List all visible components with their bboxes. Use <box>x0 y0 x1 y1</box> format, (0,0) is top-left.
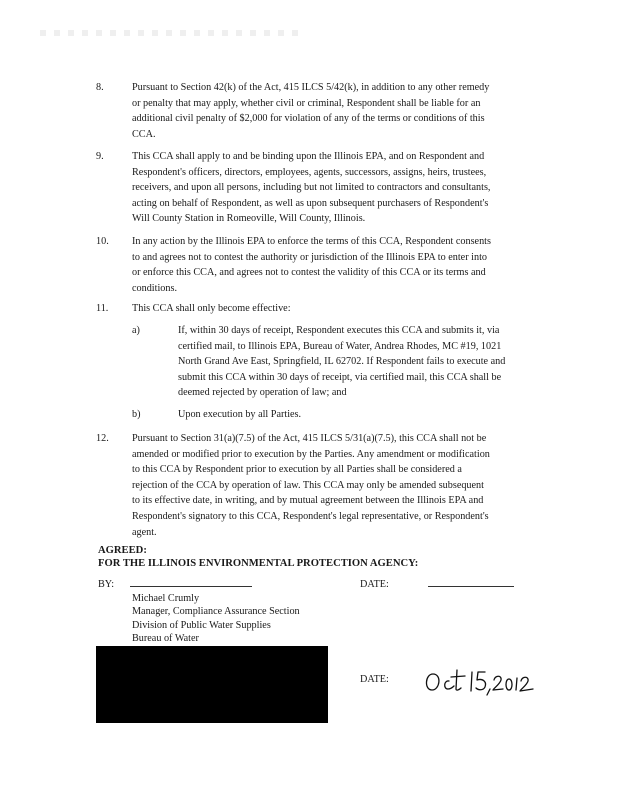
paragraph-number: 12. <box>96 433 109 444</box>
text-line: acting on behalf of Respondent, as well as upon subsequent purchasers of Respondent's <box>132 197 489 209</box>
date-line <box>428 586 514 587</box>
text-line: additional civil penalty of $2,000 for violation of any of the terms or conditions of this <box>132 113 485 125</box>
paragraph-text <box>132 234 528 296</box>
date-label-2: DATE: <box>360 674 389 685</box>
text-line: Respondent's signatory to this CCA, Respondent's legal representative, or Respondent's <box>132 510 489 522</box>
agreed-label: AGREED: <box>98 545 147 556</box>
text-line: Pursuant to Section 31(a)(7.5) of the Act, 415 ILCS 5/31(a)(7.5), this CCA shall not be <box>132 433 487 444</box>
text-line: rejection of the CCA by operation of law. This CCA may only be amended subsequent <box>132 479 484 491</box>
paragraph-number: 8. <box>96 82 104 93</box>
signatory-block <box>132 592 300 646</box>
subitem-text <box>178 323 528 401</box>
text-line: to this CCA by Respondent prior to execution by all Parties shall be considered a <box>132 464 462 476</box>
signature-line <box>130 586 252 587</box>
text-line: receivers, and upon all persons, including but not limited to contractors and consultants, <box>132 182 491 194</box>
signatory-title: Manager, Compliance Assurance Section <box>132 606 300 618</box>
text-line: conditions. <box>132 282 177 294</box>
agency-label: FOR THE ILLINOIS ENVIRONMENTAL PROTECTION AGENCY: <box>98 558 419 569</box>
text-line: CCA. <box>132 128 156 140</box>
text-line: This CCA shall only become effective: <box>132 303 291 314</box>
text-line: submit this CCA within 30 days of receipt, via certified mail, this CCA shall be <box>178 371 502 383</box>
subitem-text <box>178 407 528 423</box>
text-line: North Grand Ave East, Springfield, IL 62702. If Respondent fails to execute and <box>178 356 506 368</box>
text-line: Respondent's officers, directors, employees, agents, successors, assigns, heirs, trustees, <box>132 166 487 178</box>
paragraph-text <box>132 80 528 142</box>
text-line: Will County Station in Romeoville, Will County, Illinois. <box>132 213 366 225</box>
paragraph-number: 10. <box>96 236 109 247</box>
text-line: In any action by the Illinois EPA to enforce the terms of this CCA, Respondent consents <box>132 236 491 247</box>
text-line: or enforce this CCA, and agrees not to contest the validity of this CCA or its terms and <box>132 267 486 279</box>
signatory-division: Division of Public Water Supplies <box>132 619 271 631</box>
text-line: amended or modified prior to execution by the Parties. Any amendment or modification <box>132 448 490 460</box>
subitem-label: a) <box>132 325 140 336</box>
text-line: deemed rejected by operation of law; and <box>178 387 347 399</box>
date-label: DATE: <box>360 579 389 590</box>
by-label: BY: <box>98 579 115 590</box>
subitem-label: b) <box>132 409 141 420</box>
signatory-name: Michael Crumly <box>132 593 200 604</box>
text-line: certified mail, to Illinois EPA, Bureau of Water, Andrea Rhodes, MC #19, 1021 <box>178 340 502 352</box>
text-line: agent. <box>132 526 157 538</box>
text-line: This CCA shall apply to and be binding upon the Illinois EPA, and on Respondent and <box>132 151 485 162</box>
text-line: Upon execution by all Parties. <box>178 409 302 420</box>
text-line: to its effective date, in writing, and by mutual agreement between the Illinois EPA and <box>132 495 484 507</box>
handwritten-date <box>423 664 535 698</box>
paragraph-text <box>132 149 528 227</box>
text-line: or penalty that may apply, whether civil or criminal, Respondent shall be liable for an <box>132 97 481 109</box>
text-line: If, within 30 days of receipt, Respondent executes this CCA and submits it, via <box>178 325 500 336</box>
paragraph-number: 11. <box>96 303 109 314</box>
paragraph-text <box>132 301 528 317</box>
paragraph-number: 9. <box>96 151 104 162</box>
text-line: Pursuant to Section 42(k) of the Act, 415 ILCS 5/42(k), in addition to any other remedy <box>132 82 490 93</box>
redacted-signature-block <box>96 646 328 723</box>
paragraph-text <box>132 431 528 540</box>
text-line: to and agrees not to contest the authority or jurisdiction of the Illinois EPA to enter into <box>132 251 487 263</box>
signatory-bureau: Bureau of Water <box>132 633 199 645</box>
scan-header-artifact <box>40 30 300 36</box>
agreed-heading <box>98 544 418 570</box>
